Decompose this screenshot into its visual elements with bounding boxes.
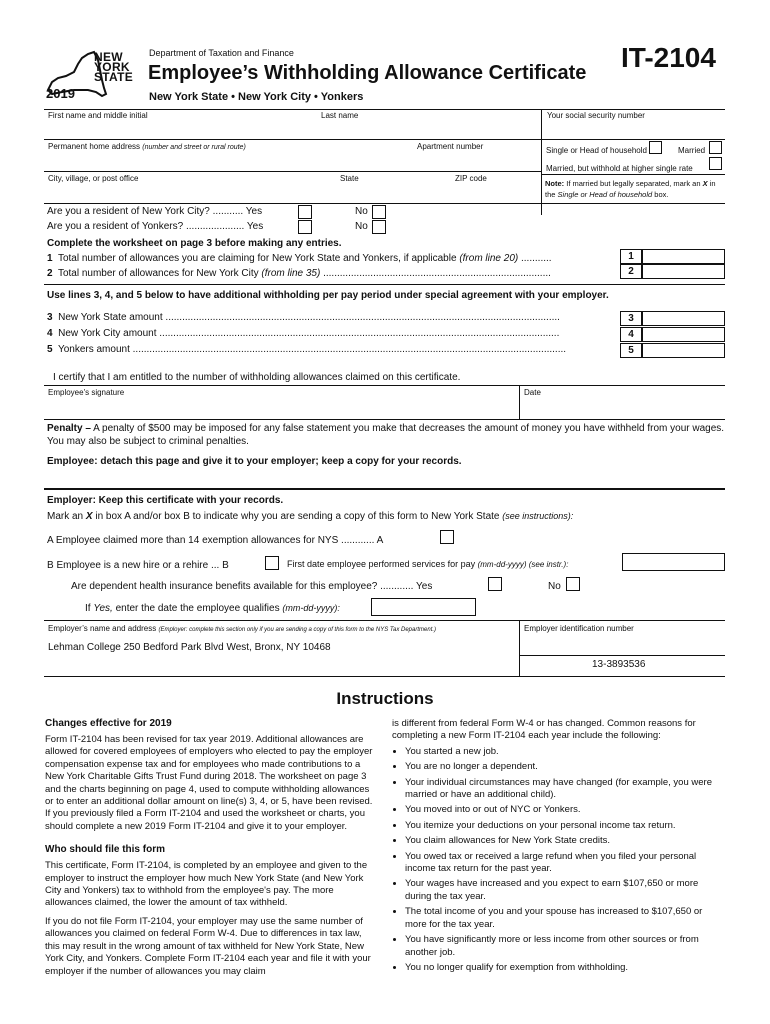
health-no-checkbox[interactable] <box>566 577 580 591</box>
detach-instruction: Employee: detach this page and give it to your employer; keep a copy for your records. <box>47 456 462 467</box>
line-2: 2 Total number of allowances for New York City (from line 35) .................................................................................. <box>47 268 551 279</box>
status-married-higher-label: Married, but withhold at higher single rate <box>546 164 693 173</box>
worksheet-instruction: Complete the worksheet on page 3 before making any entries. <box>47 238 342 249</box>
home-address-field[interactable] <box>44 152 414 168</box>
certify-statement: I certify that I am entitled to the number of withholding allowances claimed on this certificate. <box>53 372 461 383</box>
who-should-file-text-2: If you do not file Form IT-2104, your employer may use the same number of allowances you claimed on federal Form W-4. Due to differences in tax law, this may result in the wrong amount of tax withheld for New York State, New York City, and Yonkers. Complete Form IT-2104 each year and file it with your employer if the number of allowances you may claim <box>45 915 371 977</box>
reason-item: • You claim allowances for New York State credits. <box>405 835 722 847</box>
married-separated-note: Note: If married but legally separated, mark an X in the Single or Head of household box. <box>545 179 716 199</box>
who-should-file-text-1: This certificate, Form IT-2104, is completed by an employee and given to the employer to instruct the employer how much New York State (and New York City and Yonkers) tax to withhold from the employee's pay. The more allowances claimed, the lower the amount of tax withheld. <box>45 860 368 909</box>
line-4-input[interactable] <box>642 327 725 342</box>
ein-value[interactable]: 13-3893536 <box>592 659 646 670</box>
last-name-label: Last name <box>321 111 359 120</box>
nyc-resident-no-label: No <box>355 206 368 217</box>
health-no-label: No <box>548 581 561 592</box>
line-5-input[interactable] <box>642 343 725 358</box>
instructions-right-column <box>392 718 722 977</box>
line-1-box: 1 <box>620 249 642 264</box>
reason-item: • You have significantly more or less income from other sources or from another job. <box>405 934 722 959</box>
form-year: 2019 <box>46 86 75 101</box>
reason-item: • You no longer qualify for exemption from withholding. <box>405 962 722 974</box>
reason-item: • You moved into or out of NYC or Yonkers. <box>405 804 722 816</box>
yonkers-resident-yes-checkbox[interactable] <box>298 220 312 234</box>
form-number: IT-2104 <box>621 42 716 73</box>
changes-text: Form IT-2104 has been revised for tax year 2019. Additional allowances are allowed for covered employees of employers who elected to pay the employer compensation expense tax and for employees who made contributions to a New York Charitable Gifts Trust Fund during 2018. The worksheet on page 3 and the charts beginning on page 4, used to compute withholding allowances or to enter an additional dollar amount on line(s) 3, 4, or 5, have been revised. If you previously filed a Form IT-2104 and used the worksheet or charts, you should complete a new 2019 Form IT-2104 and give it to your employer. <box>45 734 373 832</box>
ein-label: Employer identification number <box>524 624 634 633</box>
logo-line-new: NEW <box>94 50 123 64</box>
status-married-label: Married <box>678 146 706 155</box>
first-name-label: First name and middle initial <box>48 111 148 120</box>
reason-item: • You itemize your deductions on your personal income tax return. <box>405 820 722 832</box>
yonkers-resident-question: Are you a resident of Yonkers? ..................... Yes <box>47 221 264 232</box>
qualify-date-label: If Yes, enter the date the employee qualifies (mm-dd-yyyy): <box>85 603 340 614</box>
form-title: Employee’s Withholding Allowance Certificate <box>148 62 587 84</box>
ssn-label: Your social security number <box>547 111 645 120</box>
ssn-field[interactable] <box>544 120 724 138</box>
line-2-box: 2 <box>620 264 642 279</box>
nyc-resident-yes-checkbox[interactable] <box>298 205 312 219</box>
first-date-field[interactable] <box>622 553 725 571</box>
employer-name-value[interactable]: Lehman College 250 Bedford Park Blvd West, Bronx, NY 10468 <box>48 642 331 653</box>
nyc-resident-question: Are you a resident of New York City? ........... Yes <box>47 206 263 217</box>
mark-instruction: Mark an X in box A and/or box B to indicate why you are sending a copy of this form to New York State (see instructions): <box>47 511 574 522</box>
line-1: 1 Total number of allowances you are claiming for New York State and Yonkers, if applicable (from line 20) ........... <box>47 253 552 264</box>
reason-item: • The total income of you and your spouse has increased to $107,650 or more for the tax year. <box>405 906 722 931</box>
line-5: 5 Yonkers amount ............................................................................................................................................................ <box>47 344 567 355</box>
box-b-checkbox[interactable] <box>265 556 279 570</box>
qualify-date-field[interactable] <box>371 598 476 616</box>
signature-field[interactable] <box>44 397 518 418</box>
status-single-label: Single or Head of household <box>546 146 647 155</box>
box-a-checkbox[interactable] <box>440 530 454 544</box>
apartment-label: Apartment number <box>417 142 484 151</box>
zip-field[interactable] <box>450 184 538 202</box>
reason-item: • You are no longer a dependent. <box>405 761 722 773</box>
home-address-label: Permanent home address (number and street or rural route) <box>48 142 246 151</box>
reasons-list <box>392 746 722 975</box>
city-field[interactable] <box>44 184 334 202</box>
reason-item: • You started a new job. <box>405 746 722 758</box>
yonkers-resident-no-checkbox[interactable] <box>372 220 386 234</box>
date-label: Date <box>524 388 541 397</box>
reason-item: • You owed tax or received a large refund when you filed your personal income tax return for the past year. <box>405 851 722 876</box>
signature-label: Employee's signature <box>48 388 125 397</box>
option-b-label: B Employee is a new hire or a rehire ... B <box>47 560 229 571</box>
line-1-input[interactable] <box>642 249 725 264</box>
married-checkbox[interactable] <box>709 141 722 154</box>
state-label: State <box>340 174 359 183</box>
first-name-field[interactable] <box>44 120 314 138</box>
city-label: City, village, or post office <box>48 174 139 183</box>
reason-item: • Your individual circumstances may have changed (for example, you were married or have an additional child). <box>405 777 722 802</box>
zip-label: ZIP code <box>455 174 487 183</box>
first-date-label: First date employee performed services for pay (mm-dd-yyyy) (see instr.): <box>287 559 569 569</box>
line-2-input[interactable] <box>642 264 725 279</box>
last-name-field[interactable] <box>318 120 538 138</box>
reason-item: • Your wages have increased and you expect to earn $107,650 or more during the tax year. <box>405 878 722 903</box>
instructions-title: Instructions <box>336 689 434 708</box>
penalty-text: Penalty – A penalty of $500 may be imposed for any false statement you make that decreases the amount of money you have withheld from your wages. You may also be subject to criminal penalties. <box>47 423 725 447</box>
reasons-intro: is different from federal Form W-4 or has changed. Common reasons for completing a new Form IT-2104 each year include the following: <box>392 718 696 742</box>
health-yes-checkbox[interactable] <box>488 577 502 591</box>
logo-line-state: STATE <box>94 70 134 84</box>
line-3-input[interactable] <box>642 311 725 326</box>
married-higher-checkbox[interactable] <box>709 157 722 170</box>
nyc-resident-no-checkbox[interactable] <box>372 205 386 219</box>
department-name: Department of Taxation and Finance <box>149 48 294 58</box>
form-subtitle: New York State • New York City • Yonkers <box>149 91 364 103</box>
apartment-field[interactable] <box>416 152 536 168</box>
additional-withholding-heading: Use lines 3, 4, and 5 below to have additional withholding per pay period under special agreement with your employer. <box>47 290 609 301</box>
single-checkbox[interactable] <box>649 141 662 154</box>
employer-name-label: Employer’s name and address (Employer: complete this section only if you are sending a copy of this form to the NYS Tax Department.) <box>48 624 437 633</box>
who-should-file-heading: Who should file this form <box>45 844 165 856</box>
employer-heading: Employer: Keep this certificate with your records. <box>47 495 284 506</box>
logo-line-york: YORK <box>94 60 130 74</box>
option-a-label: A Employee claimed more than 14 exemption allowances for NYS ............ A <box>47 535 384 546</box>
yonkers-resident-no-label: No <box>355 221 368 232</box>
state-field[interactable] <box>336 184 446 202</box>
line-4-box: 4 <box>620 327 642 342</box>
line-3-box: 3 <box>620 311 642 326</box>
line-5-box: 5 <box>620 343 642 358</box>
instructions-left-column <box>45 718 375 984</box>
changes-heading: Changes effective for 2019 <box>45 718 172 729</box>
line-3: 3 New York State amount .............................................................................................................................................. <box>47 312 560 323</box>
health-insurance-question: Are dependent health insurance benefits available for this employee? ............ Yes <box>71 581 433 592</box>
nys-logo <box>44 48 144 100</box>
line-4: 4 New York City amount ................................................................................................................................................ <box>47 328 560 339</box>
date-field[interactable] <box>521 397 724 418</box>
